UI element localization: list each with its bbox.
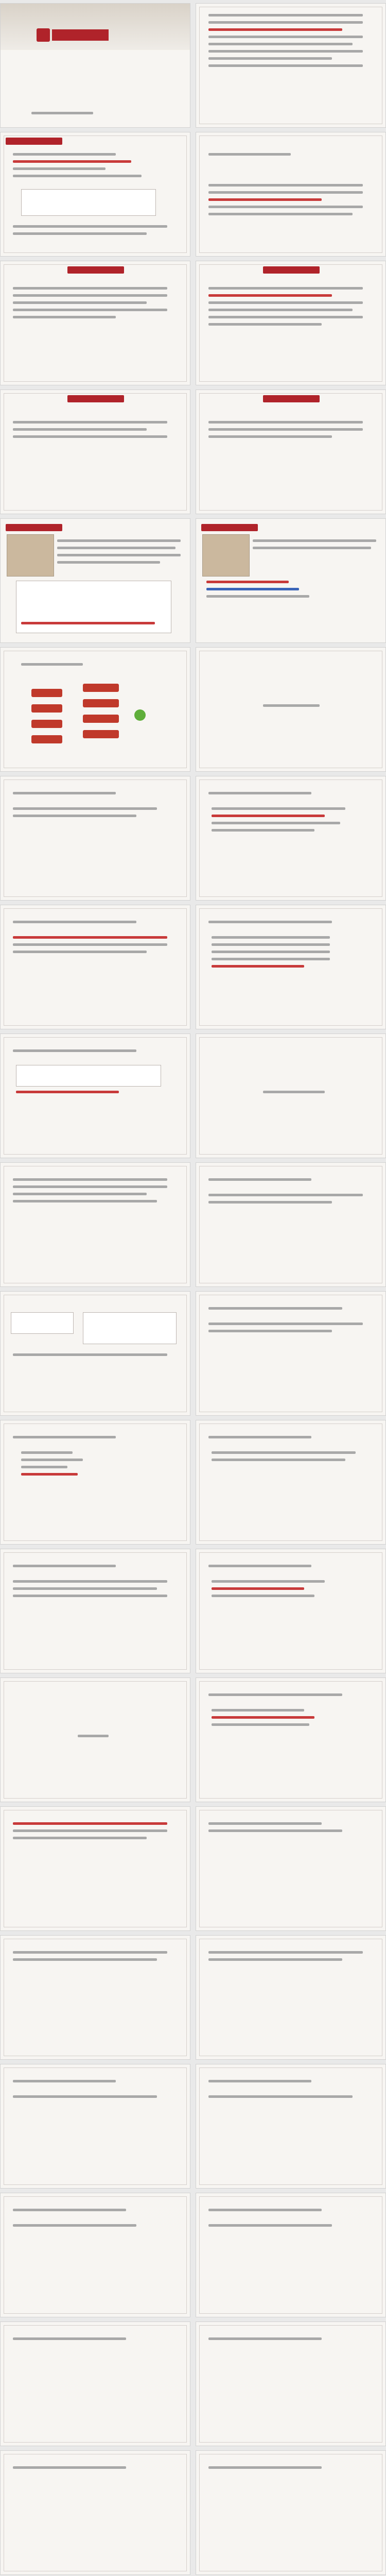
slide-35[interactable] [0, 2193, 190, 2317]
slide-8[interactable] [196, 389, 386, 514]
slide-28[interactable] [196, 1677, 386, 1802]
slide-6[interactable] [196, 261, 386, 385]
slide-11-structure[interactable] [0, 647, 190, 772]
slide-5[interactable] [0, 261, 190, 385]
slide-14[interactable] [196, 776, 386, 901]
slide-30[interactable] [196, 1806, 386, 1931]
slide-1-title[interactable] [0, 3, 190, 128]
author-portrait [7, 534, 54, 577]
slide-29[interactable] [0, 1806, 190, 1931]
slide-24[interactable] [196, 1420, 386, 1545]
slide-32[interactable] [196, 1935, 386, 2060]
slide-20[interactable] [196, 1162, 386, 1287]
footer-url [31, 112, 93, 114]
slide-39[interactable] [0, 2450, 190, 2575]
slide-38[interactable] [196, 2321, 386, 2446]
title-hero-image [1, 4, 190, 50]
slide-21[interactable] [0, 1291, 190, 1416]
slide-13[interactable] [0, 776, 190, 901]
slide-19[interactable] [0, 1162, 190, 1287]
slide-2[interactable] [196, 3, 386, 128]
background-image [202, 534, 250, 577]
slide-36[interactable] [196, 2193, 386, 2317]
slide-31[interactable] [0, 1935, 190, 2060]
slide-37[interactable] [0, 2321, 190, 2446]
slide-34[interactable] [196, 2064, 386, 2189]
slide-16[interactable] [196, 905, 386, 1029]
slide-23[interactable] [0, 1420, 190, 1545]
slide-25[interactable] [0, 1549, 190, 1673]
slide-40[interactable] [196, 2450, 386, 2575]
slide-15[interactable] [0, 905, 190, 1029]
slide-26[interactable] [196, 1549, 386, 1673]
slide-27[interactable] [0, 1677, 190, 1802]
title-seal [37, 28, 50, 42]
slide-18[interactable] [196, 1033, 386, 1158]
slide-17[interactable] [0, 1033, 190, 1158]
slide-4[interactable] [196, 132, 386, 257]
title-banner [52, 29, 109, 41]
slide-7[interactable] [0, 389, 190, 514]
slide-3[interactable] [0, 132, 190, 257]
slide-33[interactable] [0, 2064, 190, 2189]
slide-10-background[interactable] [196, 518, 386, 643]
slide-22[interactable] [196, 1291, 386, 1416]
slide-9-author[interactable] [0, 518, 190, 643]
slide-12[interactable] [196, 647, 386, 772]
